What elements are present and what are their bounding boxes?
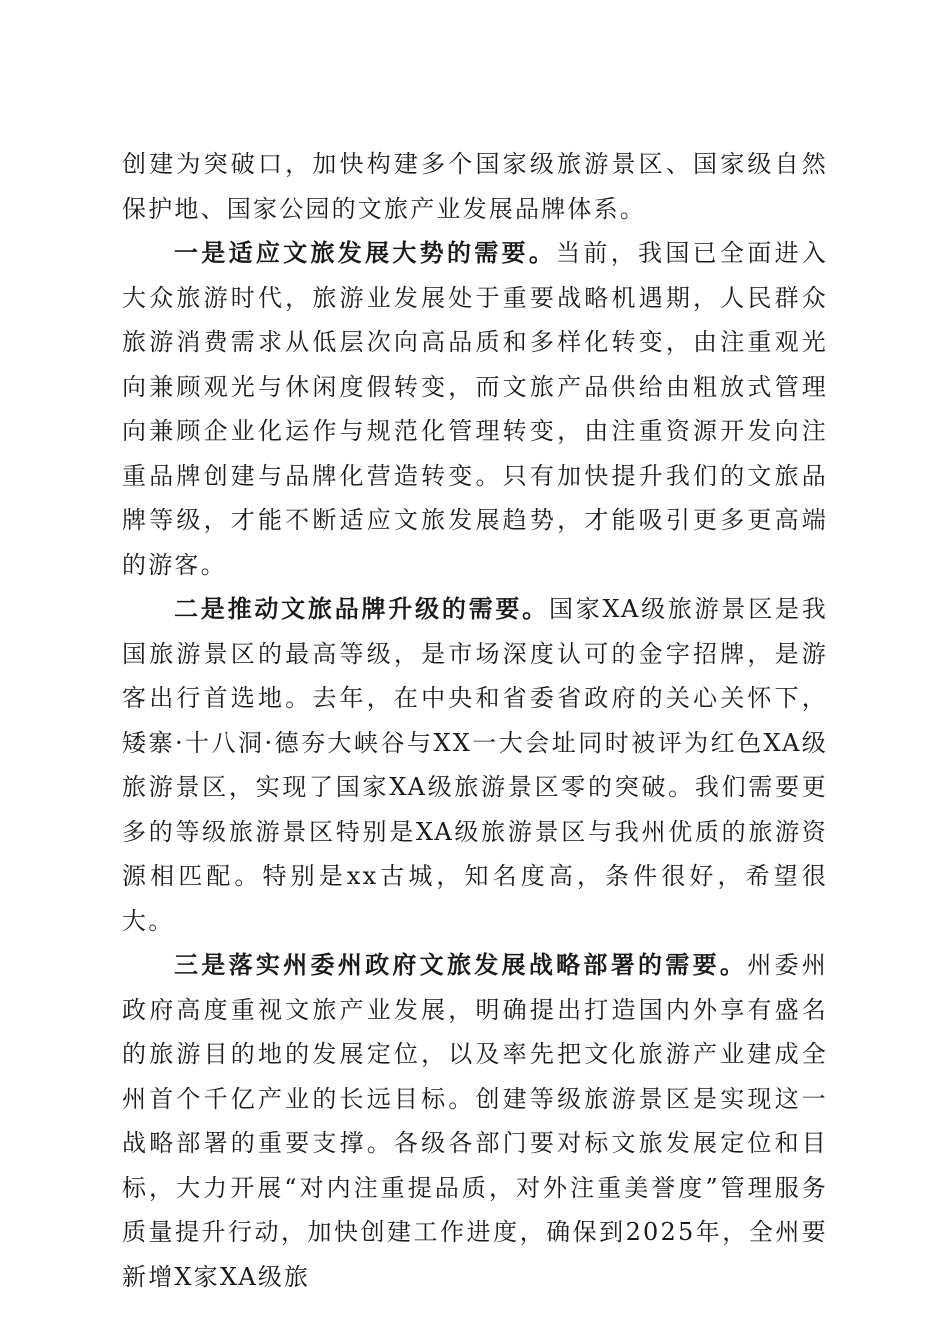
paragraph-point-one [122, 231, 828, 587]
paragraph-continuation [122, 142, 828, 231]
paragraph-lead: 二是推动文旅品牌升级的需要。 [174, 594, 549, 623]
paragraph-text: 国家XA级旅游景区是我国旅游景区的最高等级，是市场深度认可的金字招牌，是游客出行首选地。去年，在中央和省委省政府的关心关怀下，矮寨·十八洞·德夯大峡谷与XX一大会址同时被评为红色XA级旅游景区，实现了国家XA级旅游景区零的突破。我们需要更多的等级旅游景区特别是XA级旅游景区与我州优质的旅游资源相匹配。特别是xx古城，知名度高，条件很好，希望很大。 [122, 595, 828, 935]
paragraph-text: 创建为突破口，加快构建多个国家级旅游景区、国家级自然保护地、国家公园的文旅产业发展品牌体系。 [122, 150, 828, 223]
document-body [122, 142, 828, 1299]
paragraph-point-three [122, 943, 828, 1299]
paragraph-point-two [122, 587, 828, 943]
paragraph-lead: 三是落实州委州政府文旅发展战略部署的需要。 [174, 950, 748, 979]
paragraph-text: 当前，我国已全面进入大众旅游时代，旅游业发展处于重要战略机遇期，人民群众旅游消费需求从低层次向高品质和多样化转变，由注重观光向兼顾观光与休闲度假转变，而文旅产品供给由粗放式管理向兼顾企业化运作与规范化管理转变，由注重资源开发向注重品牌创建与品牌化营造转变。只有加快提升我们的文旅品牌等级，才能不断适应文旅发展趋势，才能吸引更多更高端的游客。 [122, 239, 828, 579]
paragraph-text: 州委州政府高度重视文旅产业发展，明确提出打造国内外享有盛名的旅游目的地的发展定位，以及率先把文化旅游产业建成全州首个千亿产业的长远目标。创建等级旅游景区是实现这一战略部署的重要支撑。各级各部门要对标文旅发展定位和目标，大力开展“对内注重提品质，对外注重美誉度”管理服务质量提升行动，加快创建工作进度，确保到2025年，全州要新增X家XA级旅 [122, 951, 828, 1291]
paragraph-lead: 一是适应文旅发展大势的需要。 [174, 238, 557, 267]
